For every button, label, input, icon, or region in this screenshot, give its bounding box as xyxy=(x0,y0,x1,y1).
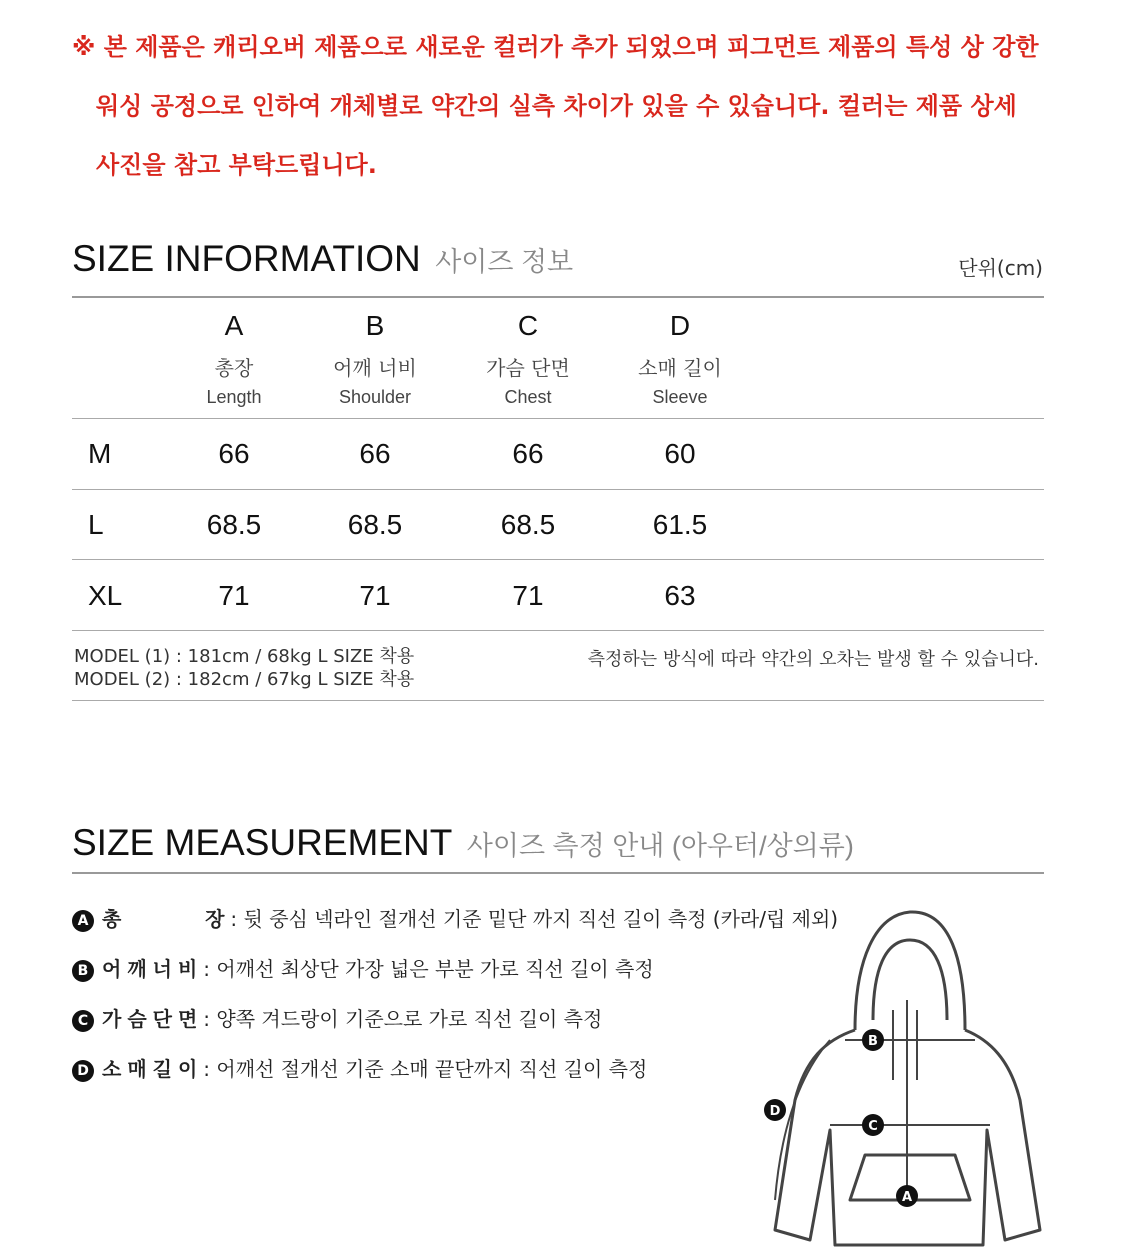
table-cell: 68.5 xyxy=(500,509,556,540)
column-header-b xyxy=(305,310,445,408)
measurement-item-b xyxy=(72,953,654,982)
column-letter: A xyxy=(224,310,244,341)
notice-line-1: ※ 본 제품은 캐리오버 제품으로 새로운 컬러가 추가 되었으며 피그먼트 제품의 특성 상 강한 xyxy=(72,33,1039,61)
unit-label: 단위(cm) xyxy=(958,256,1043,280)
measurement-desc: : 뒷 중심 넥라인 절개선 기준 밑단 까지 직선 길이 측정 (카라/립 제외) xyxy=(230,907,839,931)
divider xyxy=(72,872,1044,874)
column-header-c xyxy=(458,310,598,408)
measurement-desc: : 양쪽 겨드랑이 기준으로 가로 직선 길이 측정 xyxy=(203,1007,603,1031)
diagram-badge-c-text: C xyxy=(868,1119,878,1134)
size-info-title-ko: 사이즈 정보 xyxy=(435,247,574,277)
measurement-item-d xyxy=(72,1053,647,1082)
table-cell: 71 xyxy=(218,580,250,611)
measurement-item-c xyxy=(72,1003,602,1032)
badge-a: A xyxy=(72,910,94,932)
notice-line-2: 워싱 공정으로 인하여 개체별로 약간의 실측 차이가 있을 수 있습니다. 컬러는 제품 상세 xyxy=(96,92,1017,120)
model-1-info: MODEL (1) : 181cm / 68kg L SIZE 착용 xyxy=(74,646,415,667)
measurement-label: 어깨너비 xyxy=(102,957,204,981)
measurement-item-a xyxy=(72,903,838,932)
measurement-desc: : 어깨선 최상단 가장 넓은 부분 가로 직선 길이 측정 xyxy=(203,957,654,981)
diagram-badge-d-text: D xyxy=(769,1104,781,1119)
badge-d: D xyxy=(72,1060,94,1082)
column-letter: C xyxy=(517,310,539,341)
column-label-ko: 가슴 단면 xyxy=(486,356,570,380)
column-label-en: Sleeve xyxy=(652,387,708,407)
badge-c: C xyxy=(72,1010,94,1032)
divider xyxy=(72,630,1044,631)
size-info-title xyxy=(72,238,573,280)
column-label-en: Chest xyxy=(504,387,552,407)
table-cell: 63 xyxy=(664,580,696,611)
size-measurement-title xyxy=(72,822,854,864)
table-cell: 60 xyxy=(664,438,696,469)
hoodie-diagram xyxy=(755,900,1055,1250)
measurement-label: 소매길이 xyxy=(102,1057,204,1081)
column-label-ko: 어깨 너비 xyxy=(333,356,417,380)
size-label: XL xyxy=(88,580,123,611)
measure-lines xyxy=(775,1000,990,1200)
size-label: L xyxy=(88,509,104,540)
diagram-badge-b-text: B xyxy=(868,1034,878,1049)
table-row xyxy=(72,491,1044,561)
table-cell: 71 xyxy=(359,580,391,611)
measurement-desc: : 어깨선 절개선 기준 소매 끝단까지 직선 길이 측정 xyxy=(203,1057,648,1081)
column-label-en: Length xyxy=(206,387,262,407)
product-notice xyxy=(72,18,1072,195)
column-letter: D xyxy=(669,310,691,341)
divider xyxy=(72,489,1044,490)
model-info xyxy=(74,645,414,691)
table-cell: 71 xyxy=(512,580,544,611)
diagram-badge-a-text: A xyxy=(901,1190,913,1205)
size-measurement-title-en: SIZE MEASUREMENT xyxy=(72,822,453,863)
column-label-ko: 총장 xyxy=(214,356,254,380)
badge-b: B xyxy=(72,960,94,982)
column-header-a xyxy=(164,310,304,408)
notice-line-3: 사진을 참고 부탁드립니다. xyxy=(96,151,377,179)
divider xyxy=(72,296,1044,298)
table-cell: 68.5 xyxy=(206,509,262,540)
column-letter: B xyxy=(365,310,385,341)
size-label: M xyxy=(88,438,112,469)
measurement-error-note: 측정하는 방식에 따라 약간의 오차는 발생 할 수 있습니다. xyxy=(587,649,1039,670)
divider xyxy=(72,418,1044,419)
column-header-d xyxy=(610,310,750,408)
table-cell: 66 xyxy=(512,438,544,469)
table-row xyxy=(72,420,1044,490)
model-2-info: MODEL (2) : 182cm / 67kg L SIZE 착용 xyxy=(74,669,415,690)
table-cell: 68.5 xyxy=(347,509,403,540)
table-cell: 66 xyxy=(218,438,250,469)
measurement-label: 가슴단면 xyxy=(102,1007,204,1031)
divider xyxy=(72,559,1044,560)
size-info-title-en: SIZE INFORMATION xyxy=(72,238,421,279)
table-cell: 61.5 xyxy=(652,509,708,540)
size-measurement-title-ko: 사이즈 측정 안내 (아우터/상의류) xyxy=(466,831,854,861)
diagram-badges xyxy=(764,1029,918,1207)
divider xyxy=(72,700,1044,701)
column-label-ko: 소매 길이 xyxy=(638,356,722,380)
column-label-en: Shoulder xyxy=(338,387,412,407)
table-cell: 66 xyxy=(359,438,391,469)
table-row xyxy=(72,562,1044,632)
measurement-label: 총 장 xyxy=(102,907,231,931)
